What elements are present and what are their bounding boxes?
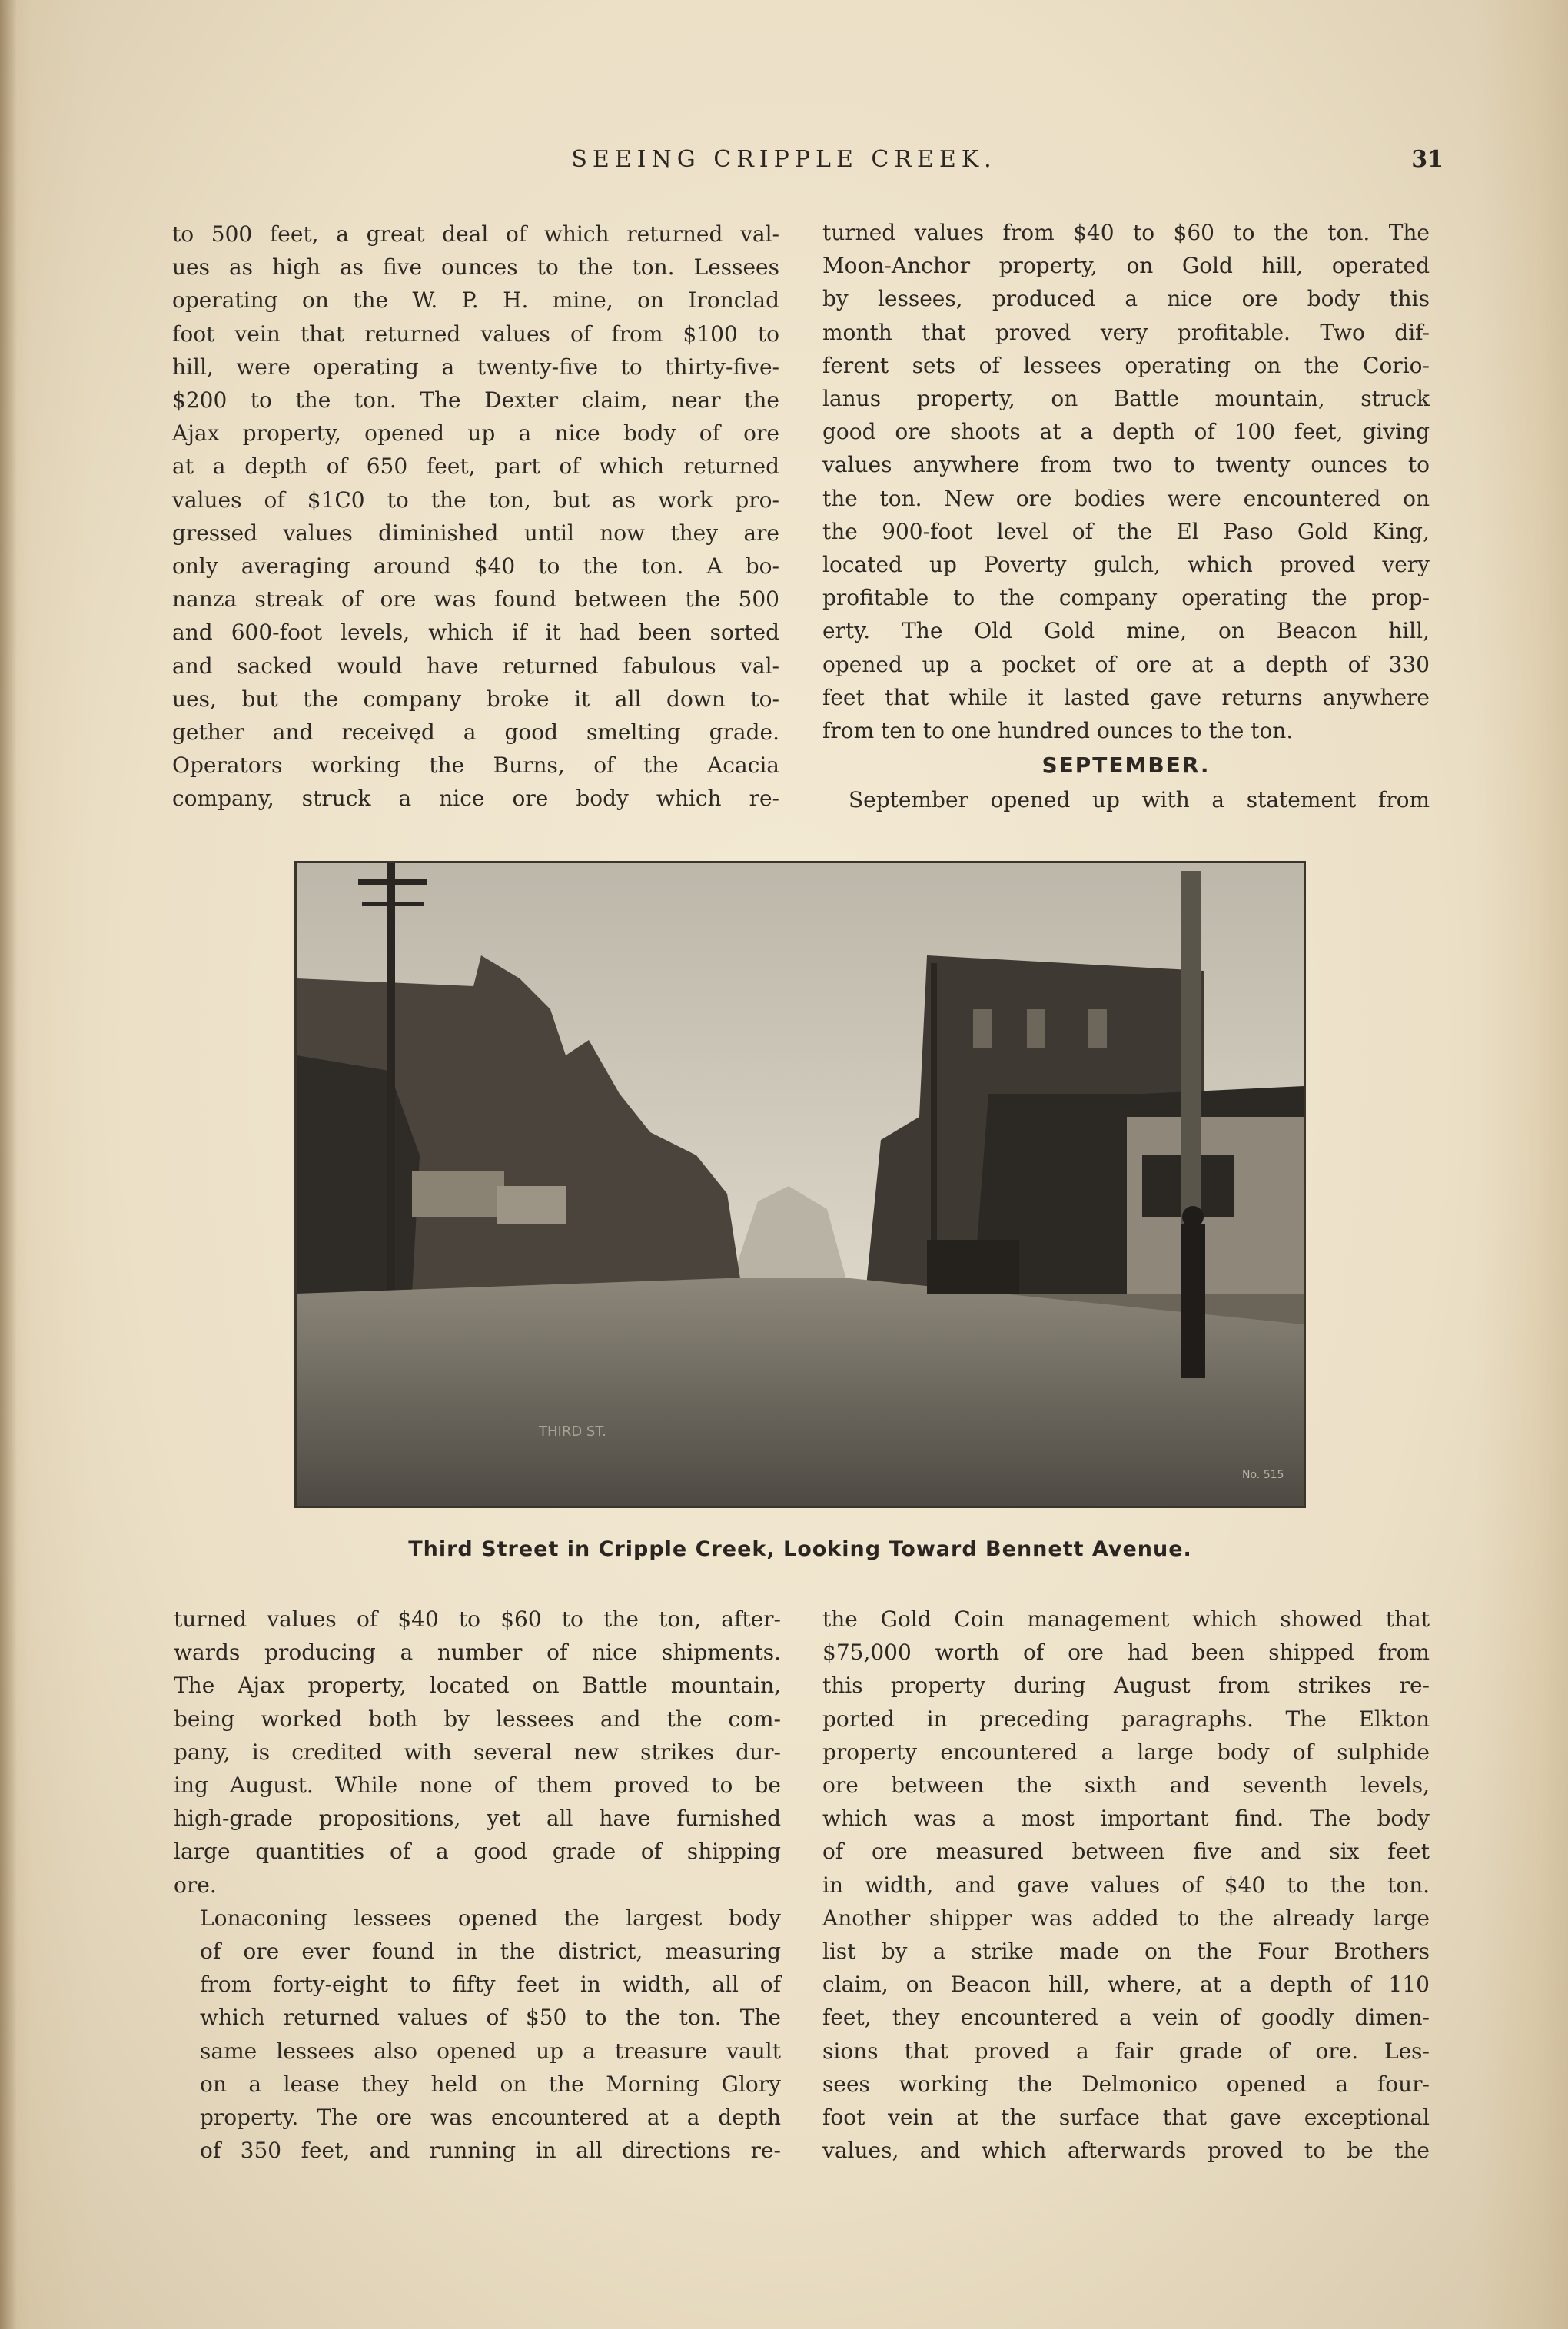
- text-line: which returned values of $50 to the ton. The: [200, 2005, 781, 2031]
- bottom-left-column: [174, 1603, 781, 2167]
- text-line: property. The ore was encountered at a depth: [200, 2105, 781, 2131]
- text-line: only averaging around $40 to the ton. A bo-: [172, 553, 779, 580]
- text-line: on a lease they held on the Morning Glory: [200, 2071, 781, 2097]
- text-line: opened up a pocket of ore at a depth of 330: [822, 651, 1430, 677]
- text-line: at a depth of 650 feet, part of which returned: [172, 454, 779, 480]
- text-line: gether and receivęd a good smelting grade.: [172, 719, 779, 746]
- text-line: Another shipper was added to the already large: [822, 1905, 1430, 1931]
- text-line: The Ajax property, located on Battle mountain,: [174, 1673, 781, 1699]
- text-line: ues as high as five ounces to the ton. Lessees: [172, 254, 779, 281]
- text-line: values, and which afterwards proved to be the: [822, 2138, 1430, 2164]
- top-right-paragraph: [822, 216, 1430, 747]
- text-line: of 350 feet, and running in all directions re-: [200, 2138, 781, 2164]
- text-line: of ore ever found in the district, measuring: [200, 1939, 781, 1965]
- text-line: property encountered a large body of sulphide: [822, 1739, 1430, 1765]
- text-line: being worked both by lessees and the com-: [174, 1706, 781, 1732]
- text-line: the 900-foot level of the El Paso Gold King,: [822, 518, 1430, 544]
- text-line: same lessees also opened up a treasure vault: [200, 2038, 781, 2064]
- top-right-column: [822, 216, 1430, 816]
- telegraph-pole: [387, 863, 395, 1294]
- text-line: values of $1C0 to the ton, but as work pro-: [172, 487, 779, 513]
- text-line: good ore shoots at a depth of 100 feet, giving: [822, 419, 1430, 445]
- pedestrian-head: [1182, 1206, 1204, 1228]
- text-line: turned values of $40 to $60 to the ton, after-: [174, 1606, 781, 1632]
- text-line: large quantities of a good grade of shipping: [174, 1839, 781, 1865]
- pedestrian: [1181, 1224, 1205, 1378]
- text-line: feet, they encountered a vein of goodly dimen-: [822, 2005, 1430, 2031]
- text-line: foot vein at the surface that gave exceptional: [822, 2105, 1430, 2131]
- text-line: ferent sets of lessees operating on the Corio-: [822, 352, 1430, 378]
- top-left-paragraph: [172, 218, 779, 816]
- awning: [497, 1186, 566, 1224]
- bottom-left-paragraph-1: [174, 1603, 781, 1902]
- text-line: in width, and gave values of $40 to the ton.: [822, 1872, 1430, 1898]
- text-line: company, struck a nice ore body which re-: [172, 786, 779, 812]
- running-title: SEEING CRIPPLE CREEK.: [571, 146, 997, 173]
- text-line: foot vein that returned values of from $100 to: [172, 321, 779, 347]
- street-photograph: [294, 861, 1306, 1508]
- crowd: [927, 1240, 1019, 1294]
- page-number: 31: [1411, 146, 1443, 173]
- text-line: high-grade propositions, yet all have furnished: [174, 1806, 781, 1832]
- text-line: sees working the Delmonico opened a four-: [822, 2071, 1430, 2097]
- text-line: to 500 feet, a great deal of which returned val-: [172, 221, 779, 247]
- text-line: wards producing a number of nice shipments.: [174, 1640, 781, 1666]
- text-line: operating on the W. P. H. mine, on Ironclad: [172, 287, 779, 314]
- section-heading-september: SEPTEMBER.: [1041, 753, 1211, 779]
- text-line: Lonaconing lessees opened the largest body: [200, 1905, 781, 1931]
- bottom-left-paragraph-2: [174, 1902, 781, 2168]
- text-line: $75,000 worth of ore had been shipped from: [822, 1640, 1430, 1666]
- text-line: erty. The Old Gold mine, on Beacon hill,: [822, 618, 1430, 644]
- text-line: Ajax property, opened up a nice body of ore: [172, 420, 779, 447]
- window: [1196, 1155, 1234, 1217]
- awning: [412, 1171, 504, 1217]
- text-line: gressed values diminished until now they are: [172, 520, 779, 546]
- window: [973, 1009, 992, 1048]
- text-line: ore.: [174, 1872, 217, 1898]
- text-line: ore between the sixth and seventh levels,: [822, 1772, 1430, 1799]
- text-line: claim, on Beacon hill, where, at a depth of 110: [822, 1972, 1430, 1998]
- text-line: month that proved very profitable. Two dif-: [822, 319, 1430, 345]
- text-line: which was a most important find. The body: [822, 1806, 1430, 1832]
- text-line: by lessees, produced a nice ore body this: [822, 286, 1430, 312]
- text-line: sions that proved a fair grade of ore. Les-: [822, 2038, 1430, 2064]
- text-line: from ten to one hundred ounces to the ton.: [822, 718, 1294, 744]
- window: [1027, 1009, 1045, 1048]
- text-line: values anywhere from two to twenty ounces to: [822, 452, 1430, 478]
- text-line: of ore measured between five and six feet: [822, 1839, 1430, 1865]
- pole-crossarm: [362, 902, 424, 906]
- text-line: nanza streak of ore was found between the 500: [172, 586, 779, 613]
- text-line: profitable to the company operating the prop-: [822, 585, 1430, 611]
- september-paragraph-start: [822, 783, 1430, 816]
- text-line: the ton. New ore bodies were encountered on: [822, 485, 1430, 511]
- street-marking: THIRD ST.: [539, 1424, 606, 1440]
- text-line: turned values from $40 to $60 to the ton. The: [822, 220, 1430, 245]
- text-line: and sacked would have returned fabulous val-: [172, 653, 779, 679]
- text-line: ues, but the company broke it all down to-: [172, 686, 779, 712]
- text-line: ported in preceding paragraphs. The Elkton: [822, 1706, 1430, 1732]
- text-line: lanus property, on Battle mountain, struck: [822, 386, 1430, 412]
- text-line: located up Poverty gulch, which proved very: [822, 552, 1430, 578]
- text-line: Operators working the Burns, of the Acacia: [172, 753, 779, 779]
- text-line: hill, were operating a twenty-five to thirty-five-: [172, 354, 779, 380]
- binding-edge-shadow: [0, 0, 17, 2329]
- window: [1088, 1009, 1107, 1048]
- text-line: list by a strike made on the Four Brothers: [822, 1939, 1430, 1965]
- window: [1142, 1155, 1181, 1217]
- text-line: the Gold Coin management which showed that: [822, 1606, 1430, 1632]
- text-line: ing August. While none of them proved to be: [174, 1772, 781, 1799]
- text-line: from forty-eight to fifty feet in width, all of: [200, 1972, 781, 1998]
- bottom-right-paragraph: [822, 1603, 1430, 2167]
- text-line: and 600-foot levels, which if it had been sorted: [172, 620, 779, 646]
- text-line: feet that while it lasted gave returns anywhere: [822, 684, 1430, 710]
- plate-number: No. 515: [1242, 1469, 1284, 1481]
- text-line: pany, is credited with several new strikes dur-: [174, 1739, 781, 1765]
- top-left-column: [172, 218, 779, 816]
- pole-crossarm: [358, 879, 427, 885]
- photo-caption: Third Street in Cripple Creek, Looking Toward Bennett Avenue.: [408, 1537, 1192, 1561]
- text-line: Moon-Anchor property, on Gold hill, operated: [822, 253, 1430, 279]
- text-line: this property during August from strikes re-: [822, 1673, 1430, 1699]
- bottom-right-column: [822, 1603, 1430, 2167]
- text-line: $200 to the ton. The Dexter claim, near the: [172, 387, 779, 414]
- text-line: September opened up with a statement from: [849, 787, 1430, 813]
- dirt-road: [297, 1278, 1304, 1506]
